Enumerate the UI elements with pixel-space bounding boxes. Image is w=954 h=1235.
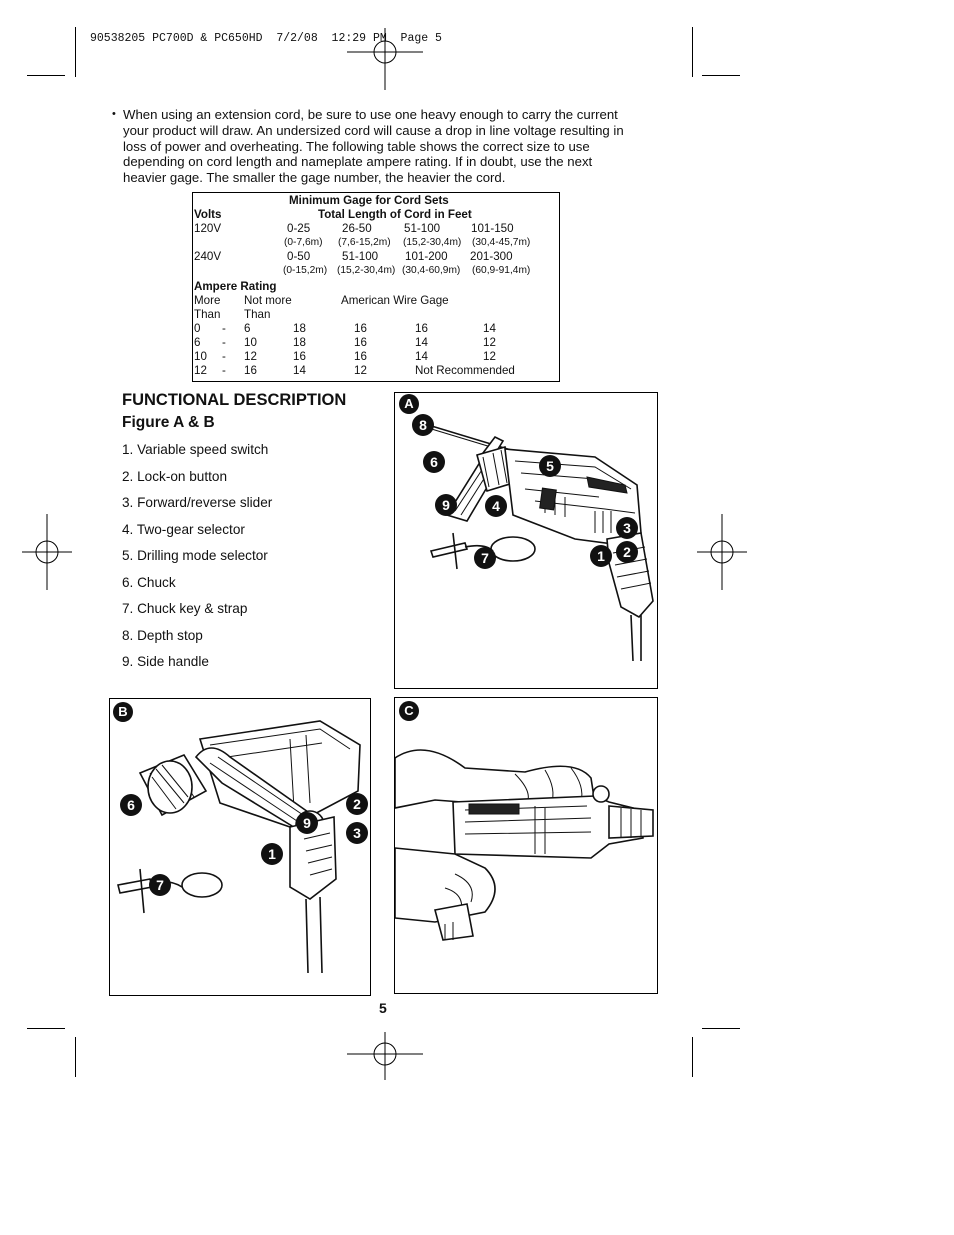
callout-speed-switch: 1 (261, 843, 283, 865)
callout-drilling-mode: 5 (539, 455, 561, 477)
callout-forward-reverse: 3 (346, 822, 368, 844)
table-cell: 14 (483, 322, 496, 335)
registration-mark-icon (22, 514, 72, 590)
table-cell: 16 (354, 350, 367, 363)
registration-mark-icon (347, 1032, 423, 1080)
section-subtitle: Figure A & B (122, 414, 215, 431)
table-title: Minimum Gage for Cord Sets (289, 194, 449, 207)
paragraph-line: your product will draw. An undersized cord will cause a drop in line voltage resulting in (123, 122, 624, 138)
list-item: 5. Drilling mode selector (122, 548, 268, 563)
callout-speed-switch: 1 (590, 545, 612, 567)
table-cell: (15,2-30,4m) (403, 237, 462, 248)
figure-label: A (399, 394, 419, 414)
volt-120: 120V (194, 222, 222, 235)
figure-label: B (113, 702, 133, 722)
list-item: 1. Variable speed switch (122, 442, 269, 457)
table-cell: 18 (293, 322, 306, 335)
table-cell: 6 (194, 336, 201, 349)
paragraph-line: heavier gage. The smaller the gage number, the heavier the cord. (123, 170, 506, 186)
paragraph-line: depending on cord length and nameplate ampere rating. If in doubt, use the next (123, 154, 593, 170)
list-item: 9. Side handle (122, 654, 209, 669)
table-cell: 16 (244, 364, 257, 377)
list-item: 8. Depth stop (122, 628, 203, 643)
table-cell: 14 (293, 364, 306, 377)
paragraph-line: loss of power and overheating. The following table shows the correct size to use (123, 138, 590, 154)
crop-mark (75, 27, 76, 77)
table-cell: 16 (415, 322, 428, 335)
table-cell: 12 (354, 364, 367, 377)
crop-mark (692, 1037, 693, 1077)
table-cell: More (194, 294, 221, 307)
table-cell: (60,9-91,4m) (472, 265, 531, 276)
crop-mark (692, 27, 693, 77)
drill-side-view-illustration (395, 393, 657, 688)
table-cell: 10 (244, 336, 257, 349)
callout-chuck: 6 (120, 794, 142, 816)
callout-side-handle: 9 (435, 494, 457, 516)
table-cell: (0-7,6m) (284, 237, 323, 248)
section-title: FUNCTIONAL DESCRIPTION (122, 391, 347, 409)
crop-mark (27, 75, 65, 76)
list-item: 7. Chuck key & strap (122, 601, 248, 616)
table-cell: 12 (483, 336, 496, 349)
table-row (193, 364, 559, 378)
callout-forward-reverse: 3 (616, 517, 638, 539)
table-cell: Than (244, 308, 271, 321)
table-cell: - (222, 364, 226, 377)
table-cell: (15,2-30,4m) (337, 265, 396, 276)
table-cell: 101-150 (471, 222, 514, 235)
figure-label: C (399, 701, 419, 721)
callout-lock-on: 2 (346, 793, 368, 815)
table-cell: Not more (244, 294, 292, 307)
ampere-header: Ampere Rating (194, 280, 277, 293)
table-cell: - (222, 322, 226, 335)
table-cell: 16 (293, 350, 306, 363)
drill-front-view-illustration (110, 699, 370, 995)
callout-chuck: 6 (423, 451, 445, 473)
crop-mark (27, 1028, 65, 1029)
table-row (193, 336, 559, 350)
table-cell: 18 (293, 336, 306, 349)
table-cell: (30,4-60,9m) (402, 265, 461, 276)
crop-mark (702, 75, 740, 76)
table-row (193, 350, 559, 364)
table-cell: - (222, 336, 226, 349)
print-slug: 90538205 PC700D & PC650HD 7/2/08 12:29 PM Page 5 (90, 32, 442, 45)
table-cell: 12 (483, 350, 496, 363)
callout-side-handle: 9 (296, 812, 318, 834)
cord-gage-table (192, 192, 560, 382)
table-cell: (0-15,2m) (283, 265, 328, 276)
bullet-icon: • (112, 108, 116, 120)
table-cell: (7,6-15,2m) (338, 237, 391, 248)
drill-held-in-hands-illustration (395, 698, 657, 993)
table-cell: 0 (194, 322, 201, 335)
awg-header: American Wire Gage (341, 294, 449, 307)
list-item: 6. Chuck (122, 575, 176, 590)
figure-a (394, 392, 658, 689)
callout-depth-stop: 8 (412, 414, 434, 436)
list-item: 4. Two-gear selector (122, 522, 245, 537)
table-cell: 6 (244, 322, 251, 335)
table-cell: 16 (354, 322, 367, 335)
table-cell: 51-100 (342, 250, 379, 263)
crop-mark (702, 1028, 740, 1029)
table-cell: 101-200 (405, 250, 448, 263)
table-row (193, 322, 559, 336)
table-cell: (30,4-45,7m) (472, 237, 531, 248)
table-cell: 14 (415, 350, 428, 363)
table-cell: 0-50 (287, 250, 311, 263)
table-cell: 0-25 (287, 222, 311, 235)
table-cell: 10 (194, 350, 207, 363)
list-item: 3. Forward/reverse slider (122, 495, 273, 510)
table-cell: 12 (244, 350, 257, 363)
callout-chuck-key: 7 (474, 547, 496, 569)
callout-lock-on: 2 (616, 541, 638, 563)
length-header: Total Length of Cord in Feet (318, 208, 472, 221)
table-cell: 12 (194, 364, 207, 377)
volt-240: 240V (194, 250, 222, 263)
volts-header: Volts (194, 208, 222, 221)
callout-chuck-key: 7 (149, 874, 171, 896)
figure-b (109, 698, 371, 996)
table-cell: 51-100 (404, 222, 441, 235)
paragraph-line: When using an extension cord, be sure to use one heavy enough to carry the current (123, 107, 618, 122)
table-cell: 26-50 (342, 222, 372, 235)
table-cell: 201-300 (470, 250, 513, 263)
crop-mark (75, 1037, 76, 1077)
table-cell: Than (194, 308, 221, 321)
figure-c (394, 697, 658, 994)
callout-two-gear: 4 (485, 495, 507, 517)
registration-mark-icon (697, 514, 747, 590)
table-cell: Not Recommended (415, 364, 515, 377)
table-cell: 14 (415, 336, 428, 349)
list-item: 2. Lock-on button (122, 469, 228, 484)
table-cell: 16 (354, 336, 367, 349)
page-number: 5 (379, 1000, 387, 1016)
table-cell: - (222, 350, 226, 363)
extension-cord-paragraph (112, 107, 652, 186)
